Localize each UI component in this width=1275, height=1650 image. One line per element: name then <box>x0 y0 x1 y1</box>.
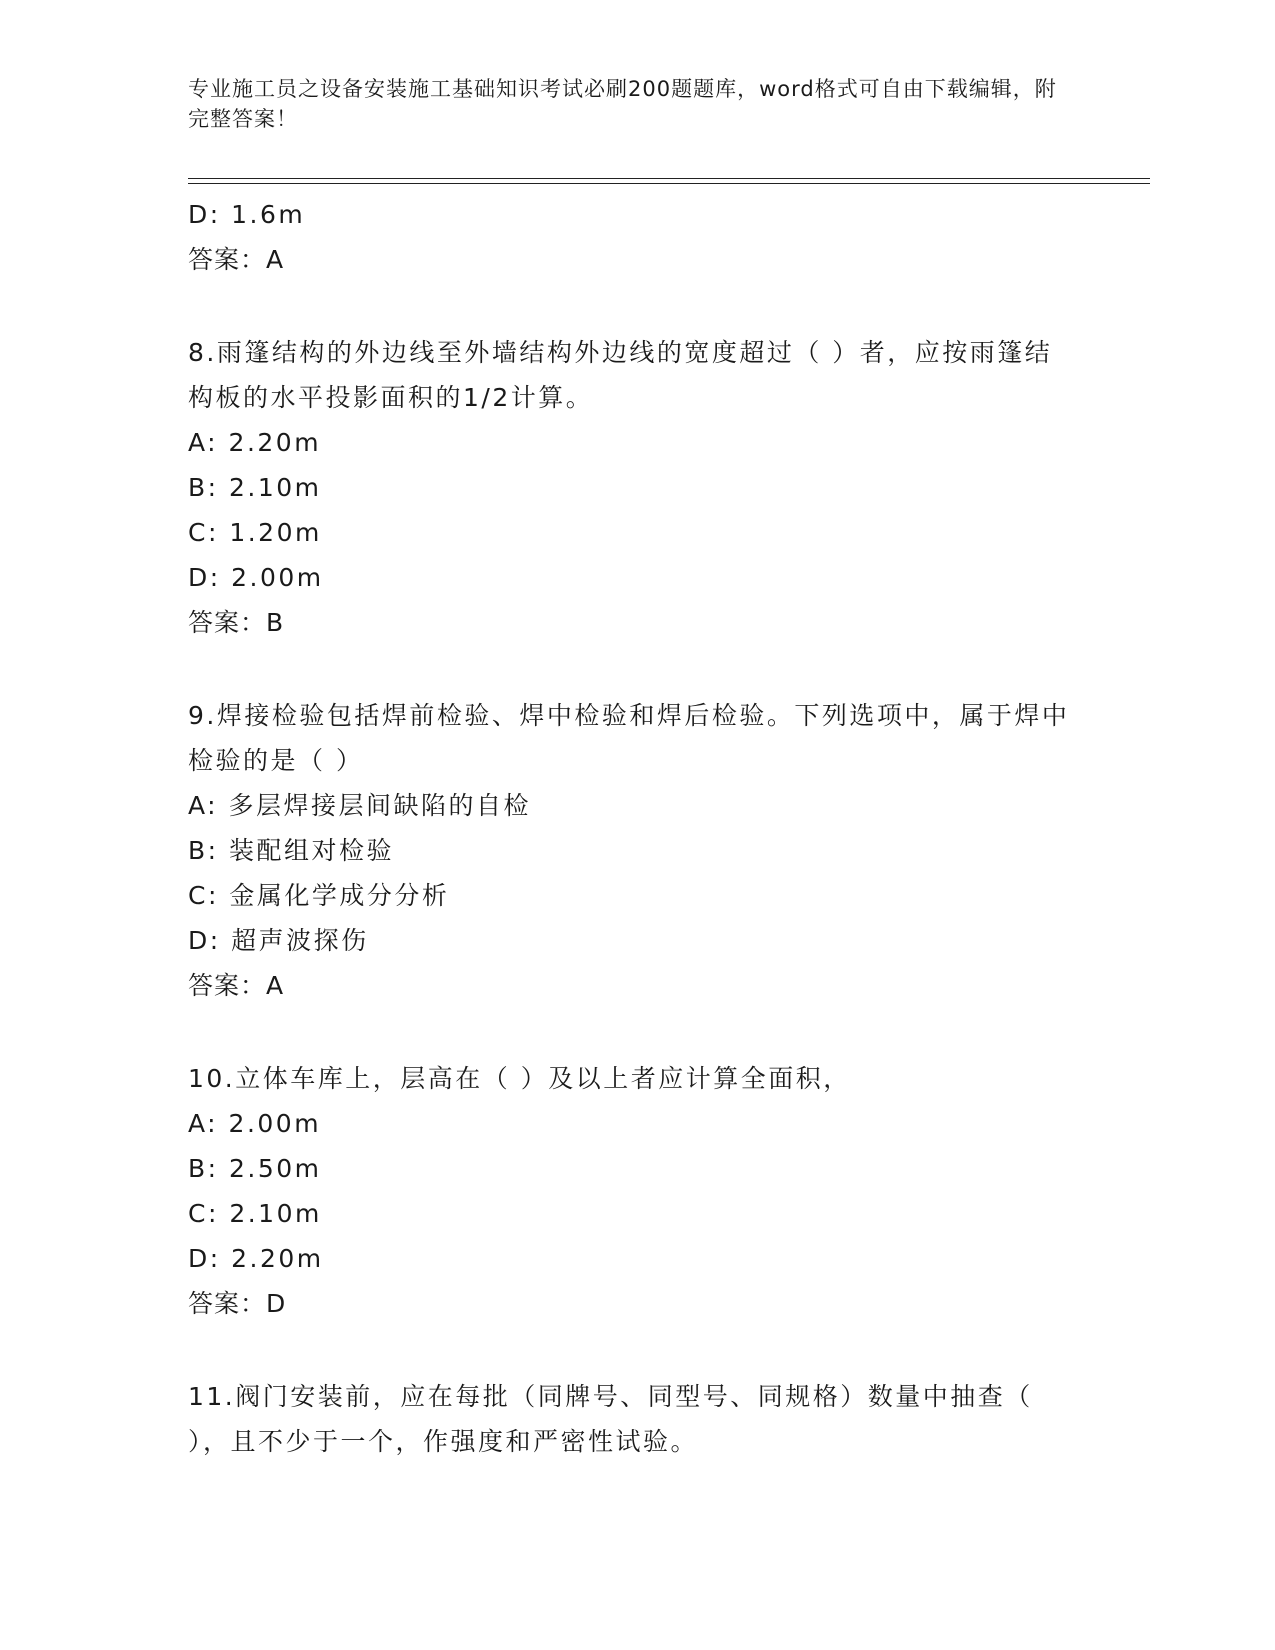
option-a: A: 2.20m <box>188 428 322 457</box>
question-text: 9.焊接检验包括焊前检验、焊中检验和焊后检验。下列选项中，属于焊中检验的是（ ） <box>188 701 1070 775</box>
option-c: C: 金属化学成分分析 <box>188 881 450 910</box>
option-d: D: 超声波探伤 <box>188 926 369 955</box>
answer-line: 答案：D <box>188 1289 287 1318</box>
option-c: C: 2.10m <box>188 1199 322 1228</box>
answer-line: 答案：B <box>188 608 285 637</box>
question-text: 11.阀门安装前，应在每批（同牌号、同型号、同规格）数量中抽查（ ），且不少于一个，作强度和严密性试验。 <box>188 1382 1033 1456</box>
option-b: B: 2.50m <box>188 1154 322 1183</box>
question-block <box>188 330 1078 645</box>
question-text: 10.立体车库上，层高在（ ）及以上者应计算全面积， <box>188 1064 851 1093</box>
option-b: B: 装配组对检验 <box>188 836 395 865</box>
previous-answer: 答案：A <box>188 245 285 274</box>
spacer <box>188 645 1078 693</box>
option-d: D: 2.00m <box>188 563 324 592</box>
option-a: A: 多层焊接层间缺陷的自检 <box>188 791 532 820</box>
question-text: 8.雨篷结构的外边线至外墙结构外边线的宽度超过（ ）者，应按雨篷结构板的水平投影面积的1/2计算。 <box>188 338 1053 412</box>
document-header: 专业施工员之设备安装施工基础知识考试必刷200题题库，word格式可自由下载编辑，附完整答案！ <box>188 77 1057 131</box>
option-d: D: 2.20m <box>188 1244 324 1273</box>
question-block <box>188 693 1078 1008</box>
answer-line: 答案：A <box>188 971 285 1000</box>
option-b: B: 2.10m <box>188 473 322 502</box>
question-block <box>188 1374 1078 1464</box>
previous-option-d: D: 1.6m <box>188 200 306 229</box>
spacer <box>188 1326 1078 1374</box>
option-a: A: 2.00m <box>188 1109 322 1138</box>
question-content <box>188 192 1078 1464</box>
spacer <box>188 282 1078 330</box>
header-divider-thick <box>188 178 1150 179</box>
header-divider-thin <box>188 183 1150 184</box>
option-c: C: 1.20m <box>188 518 322 547</box>
spacer <box>188 1008 1078 1056</box>
question-block <box>188 1056 1078 1326</box>
